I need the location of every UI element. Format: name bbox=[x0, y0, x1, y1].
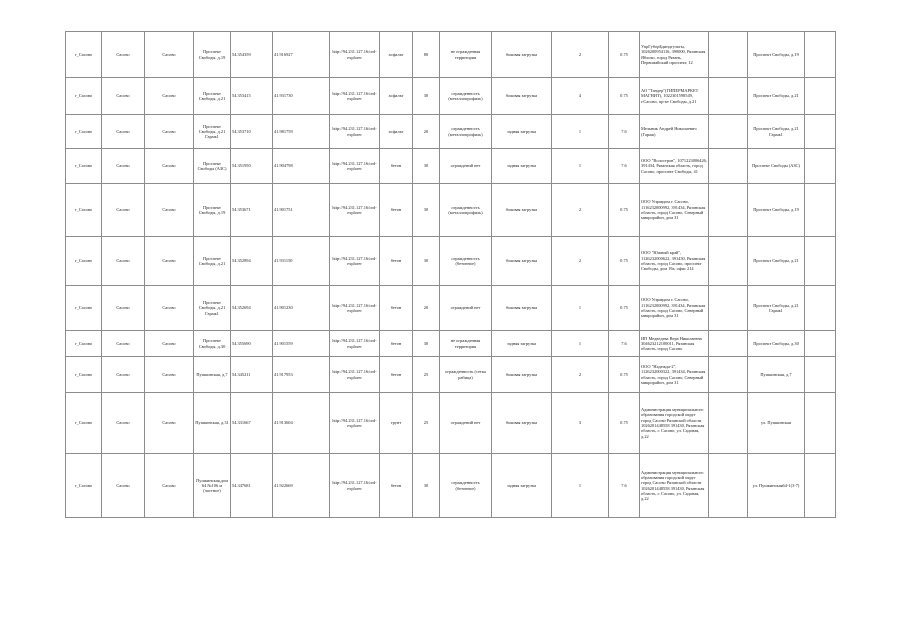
cell-lon: 41.922669 bbox=[273, 454, 330, 518]
empty-cell bbox=[805, 393, 836, 454]
empty-cell bbox=[709, 115, 748, 149]
cell-n: 4 bbox=[552, 78, 609, 115]
cell-owner: Мельник Андрей Николаевич (Гараж) bbox=[640, 115, 709, 149]
cell-fence: огражденность (металлопрофиль) bbox=[440, 115, 492, 149]
cell-lon: 41.901230 bbox=[273, 286, 330, 331]
empty-cell bbox=[805, 331, 836, 357]
cell-owner: ООО "Волостров", 1071223006426, 391434, Рязанская область, город Сасово, проспект Свободы, 41 bbox=[640, 149, 709, 184]
cell-type: задняя загрузка bbox=[492, 454, 552, 518]
cell-area: 30 bbox=[413, 78, 440, 115]
cell-cover: бетон bbox=[380, 331, 413, 357]
cell-owner: ООО Управдом г. Сасово, 1116232000992, 391434, Рязанская область, город Сасово, Северный микрорайон, дом 31 bbox=[640, 286, 709, 331]
cell-c3: Сасово bbox=[145, 454, 194, 518]
cell-addr: Проспект Свободы, д.21 bbox=[194, 237, 231, 286]
empty-cell bbox=[709, 357, 748, 393]
cell-fence: огражденность (металлопрофиль) bbox=[440, 78, 492, 115]
cell-n: 1 bbox=[552, 454, 609, 518]
cell-v: 0.75 bbox=[609, 357, 640, 393]
cell-n: 3 bbox=[552, 393, 609, 454]
cell-lon: 41.931730 bbox=[273, 78, 330, 115]
cell-url: http://94.231.127.16/ord-explorer bbox=[330, 32, 380, 78]
cell-url: http://94.231.127.16/ord-explorer bbox=[330, 393, 380, 454]
empty-cell bbox=[805, 149, 836, 184]
cell-c2: Сасово bbox=[102, 331, 145, 357]
cell-v: 7.6 bbox=[609, 454, 640, 518]
cell-c3: Сасово bbox=[145, 393, 194, 454]
cell-v: 0.75 bbox=[609, 393, 640, 454]
cell-c1: г_Сасово bbox=[66, 454, 102, 518]
empty-cell bbox=[805, 237, 836, 286]
cell-v: 7.6 bbox=[609, 331, 640, 357]
cell-src: Проспект Свободы, д.21 Гараж1 bbox=[748, 286, 805, 331]
cell-url: http://94.231.127.16/ord-explorer bbox=[330, 115, 380, 149]
cell-src: Проспект Свободы, д.21 bbox=[748, 78, 805, 115]
cell-lat: 54.354359 bbox=[231, 32, 273, 78]
cell-cover: бетон bbox=[380, 149, 413, 184]
cell-area: 20 bbox=[413, 286, 440, 331]
cell-lat: 54.355690 bbox=[231, 331, 273, 357]
cell-c1: г_Сасово bbox=[66, 149, 102, 184]
empty-cell bbox=[709, 237, 748, 286]
cell-src: ул. Пушкинская bbox=[748, 393, 805, 454]
cell-n: 1 bbox=[552, 286, 609, 331]
cell-lat: 54.331667 bbox=[231, 393, 273, 454]
cell-area: 25 bbox=[413, 357, 440, 393]
cell-area: 30 bbox=[413, 184, 440, 237]
empty-cell bbox=[709, 184, 748, 237]
cell-n: 2 bbox=[552, 237, 609, 286]
empty-cell bbox=[805, 286, 836, 331]
data-table bbox=[65, 31, 836, 518]
cell-url: http://94.231.127.16/ord-explorer bbox=[330, 357, 380, 393]
cell-c1: г_Сасово bbox=[66, 78, 102, 115]
table-row bbox=[66, 357, 836, 393]
cell-owner: Администрация муниципального образования городской округ город Сасово Рязанской области 1026201448558 391430, Рязанская область, г. Сасово, ул. Садовая, д.22 bbox=[640, 393, 709, 454]
cell-v: 0.75 bbox=[609, 184, 640, 237]
cell-v: 7.6 bbox=[609, 115, 640, 149]
cell-type: задняя загрузка bbox=[492, 331, 552, 357]
cell-src: Проспект Свободы, д.30 bbox=[748, 331, 805, 357]
cell-lat: 54.353710 bbox=[231, 115, 273, 149]
cell-c2: Сасово bbox=[102, 393, 145, 454]
cell-src: Проспект Свободы, д.21 Гараж1 bbox=[748, 115, 805, 149]
cell-fence: огражденность (металлопрофиль) bbox=[440, 184, 492, 237]
cell-fence: не огражденная территория bbox=[440, 32, 492, 78]
cell-v: 0.75 bbox=[609, 32, 640, 78]
cell-fence: огражденность (бетонное) bbox=[440, 454, 492, 518]
cell-url: http://94.231.127.16/ord-explorer bbox=[330, 331, 380, 357]
cell-cover: бетон bbox=[380, 454, 413, 518]
cell-src: Проспект Свободы, д.19 bbox=[748, 184, 805, 237]
cell-fence: ограждений нет bbox=[440, 286, 492, 331]
cell-lon: 41.916927 bbox=[273, 32, 330, 78]
cell-c3: Сасово bbox=[145, 184, 194, 237]
cell-v: 7.6 bbox=[609, 149, 640, 184]
empty-cell bbox=[805, 454, 836, 518]
cell-addr: Проспект Свободы, д.21 Гараж1 bbox=[194, 115, 231, 149]
cell-lat: 54.353415 bbox=[231, 78, 273, 115]
cell-type: боковая загрузка bbox=[492, 78, 552, 115]
cell-type: боковая загрузка bbox=[492, 357, 552, 393]
empty-cell bbox=[805, 184, 836, 237]
cell-lat: 54.352894 bbox=[231, 237, 273, 286]
cell-addr: Проспект Свободы (АЗС) bbox=[194, 149, 231, 184]
cell-cover: бетон bbox=[380, 286, 413, 331]
cell-type: задняя загрузка bbox=[492, 115, 552, 149]
cell-c3: Сасово bbox=[145, 149, 194, 184]
table-row bbox=[66, 331, 836, 357]
cell-c3: Сасово bbox=[145, 286, 194, 331]
cell-lon: 41.904798 bbox=[273, 149, 330, 184]
cell-type: боковая загрузка bbox=[492, 393, 552, 454]
cell-v: 0.75 bbox=[609, 286, 640, 331]
table-row bbox=[66, 32, 836, 78]
cell-c1: г_Сасово bbox=[66, 286, 102, 331]
empty-cell bbox=[805, 115, 836, 149]
table-row bbox=[66, 78, 836, 115]
cell-cover: бетон bbox=[380, 237, 413, 286]
cell-n: 2 bbox=[552, 184, 609, 237]
cell-lat: 54.351950 bbox=[231, 149, 273, 184]
cell-cover: асфальт bbox=[380, 115, 413, 149]
cell-owner: ООО "Надежда-2", 1126232000322, 391434, Рязанская область, город Сасово, Северный микрорайон, дом 31 bbox=[640, 357, 709, 393]
cell-src: Проспект Свободы, д.19 bbox=[748, 32, 805, 78]
cell-area: 30 bbox=[413, 237, 440, 286]
cell-src: Проспект Свободы (АЗС) bbox=[748, 149, 805, 184]
cell-addr: Проспект Свободы, д.21 bbox=[194, 78, 231, 115]
cell-lon: 41.901751 bbox=[273, 184, 330, 237]
cell-c2: Сасово bbox=[102, 32, 145, 78]
empty-cell bbox=[709, 454, 748, 518]
cell-src: Проспект Свободы, д.21 bbox=[748, 237, 805, 286]
empty-cell bbox=[805, 357, 836, 393]
empty-cell bbox=[805, 78, 836, 115]
empty-cell bbox=[709, 78, 748, 115]
cell-cover: бетон bbox=[380, 184, 413, 237]
cell-c3: Сасово bbox=[145, 78, 194, 115]
table-row bbox=[66, 454, 836, 518]
cell-c2: Сасово bbox=[102, 286, 145, 331]
cell-type: задняя загрузка bbox=[492, 149, 552, 184]
cell-c3: Сасово bbox=[145, 357, 194, 393]
cell-addr: Пушкинская, д.31 bbox=[194, 393, 231, 454]
empty-cell bbox=[709, 32, 748, 78]
empty-cell bbox=[709, 149, 748, 184]
cell-lat: 54.353671 bbox=[231, 184, 273, 237]
cell-c2: Сасово bbox=[102, 454, 145, 518]
cell-url: http://94.231.127.16/ord-explorer bbox=[330, 78, 380, 115]
cell-addr: Пушкинская, д.7 bbox=[194, 357, 231, 393]
cell-type: боковая загрузка bbox=[492, 184, 552, 237]
cell-n: 1 bbox=[552, 115, 609, 149]
cell-owner: ООО "Южный край", 1126232000622, 391430, Рязанская область, город Сасово, проспект Свободы, дом 19а, офис 214 bbox=[640, 237, 709, 286]
cell-url: http://94.231.127.16/ord-explorer bbox=[330, 237, 380, 286]
cell-cover: асфальт bbox=[380, 32, 413, 78]
empty-cell bbox=[709, 393, 748, 454]
cell-c3: Сасово bbox=[145, 32, 194, 78]
cell-fence: огражденность (бетонное) bbox=[440, 237, 492, 286]
table-row bbox=[66, 393, 836, 454]
cell-lon: 41.981759 bbox=[273, 115, 330, 149]
cell-fence: огражденность (сетка рабица) bbox=[440, 357, 492, 393]
cell-url: http://94.231.127.16/ord-explorer bbox=[330, 454, 380, 518]
cell-url: http://94.231.127.16/ord-explorer bbox=[330, 184, 380, 237]
cell-owner: УпрГуборБдиндгульты, 1026200954116, 390000, Рязанская Яблоко, город Рязань, Первомайский проспект, 12 bbox=[640, 32, 709, 78]
cell-c1: г_Сасово bbox=[66, 357, 102, 393]
cell-v: 0.75 bbox=[609, 78, 640, 115]
cell-lon: 41.931150 bbox=[273, 237, 330, 286]
cell-area: 30 bbox=[413, 149, 440, 184]
cell-addr: Проспект Свободы, д.30 bbox=[194, 331, 231, 357]
cell-type: боковая загрузка bbox=[492, 237, 552, 286]
cell-n: 1 bbox=[552, 331, 609, 357]
table-row bbox=[66, 115, 836, 149]
cell-fence: ограждений нет bbox=[440, 393, 492, 454]
cell-c3: Сасово bbox=[145, 115, 194, 149]
cell-area: 25 bbox=[413, 393, 440, 454]
cell-addr: Проспект Свободы, д.19 bbox=[194, 32, 231, 78]
cell-c1: г_Сасово bbox=[66, 184, 102, 237]
cell-owner: АО "Тандер"(ГИПЕРМАРКЕТ МАГНИТ), 1022301598549, г.Сасово, пр-кт Свободы, д.21 bbox=[640, 78, 709, 115]
cell-c2: Сасово bbox=[102, 149, 145, 184]
cell-lon: 41.913604 bbox=[273, 393, 330, 454]
cell-c2: Сасово bbox=[102, 115, 145, 149]
cell-lat: 54.345211 bbox=[231, 357, 273, 393]
cell-type: боковая загрузка bbox=[492, 32, 552, 78]
cell-c1: г_Сасово bbox=[66, 115, 102, 149]
cell-cover: грунт bbox=[380, 393, 413, 454]
empty-cell bbox=[709, 286, 748, 331]
cell-lon: 41.917953 bbox=[273, 357, 330, 393]
cell-cover: асфальт bbox=[380, 78, 413, 115]
cell-area: 20 bbox=[413, 115, 440, 149]
cell-v: 0.75 bbox=[609, 237, 640, 286]
cell-src: ул. Пушкинская64-1(3-7) bbox=[748, 454, 805, 518]
empty-cell bbox=[805, 32, 836, 78]
empty-cell bbox=[709, 331, 748, 357]
cell-area: 80 bbox=[413, 32, 440, 78]
cell-c2: Сасово bbox=[102, 184, 145, 237]
cell-lat: 54.352694 bbox=[231, 286, 273, 331]
cell-owner: Администрация муниципального образования городской округ город Сасово Рязанской области 1026201448558 391430, Рязанская область, г. Сасово, ул. Садовая, д.22 bbox=[640, 454, 709, 518]
table-row bbox=[66, 286, 836, 331]
cell-fence: ограждений нет bbox=[440, 149, 492, 184]
table-row bbox=[66, 149, 836, 184]
cell-n: 1 bbox=[552, 149, 609, 184]
cell-src: Пушкинская, д.7 bbox=[748, 357, 805, 393]
cell-lat: 54.347681 bbox=[231, 454, 273, 518]
cell-addr: Проспект Свободы, д.19 bbox=[194, 184, 231, 237]
cell-url: http://94.231.127.16/ord-explorer bbox=[330, 286, 380, 331]
cell-c1: г_Сасово bbox=[66, 331, 102, 357]
cell-n: 2 bbox=[552, 32, 609, 78]
cell-c3: Сасово bbox=[145, 237, 194, 286]
cell-c2: Сасово bbox=[102, 237, 145, 286]
cell-fence: не огражденная территория bbox=[440, 331, 492, 357]
cell-url: http://94.231.127.16/ord-explorer bbox=[330, 149, 380, 184]
cell-addr: Пушкинская,дом 64 №106 м (частное) bbox=[194, 454, 231, 518]
cell-c1: г_Сасово bbox=[66, 32, 102, 78]
cell-c1: г_Сасово bbox=[66, 237, 102, 286]
table-row bbox=[66, 184, 836, 237]
cell-addr: Проспект Свободы, д.21 Гараж1 bbox=[194, 286, 231, 331]
cell-c1: г_Сасово bbox=[66, 393, 102, 454]
cell-type: боковая загрузка bbox=[492, 286, 552, 331]
cell-area: 30 bbox=[413, 454, 440, 518]
cell-lon: 41.901559 bbox=[273, 331, 330, 357]
cell-owner: ООО Управдом г. Сасово, 1116232000992, 391434, Рязанская область, город Сасово, Северный микрорайон, дом 31 bbox=[640, 184, 709, 237]
cell-cover: бетон bbox=[380, 357, 413, 393]
cell-n: 2 bbox=[552, 357, 609, 393]
cell-c3: Сасово bbox=[145, 331, 194, 357]
table-row bbox=[66, 237, 836, 286]
cell-c2: Сасово bbox=[102, 78, 145, 115]
cell-owner: ИП Медведева Вера Николаевна 304623212100011, Рязанская область, город Сасово bbox=[640, 331, 709, 357]
cell-area: 30 bbox=[413, 331, 440, 357]
cell-c2: Сасово bbox=[102, 357, 145, 393]
